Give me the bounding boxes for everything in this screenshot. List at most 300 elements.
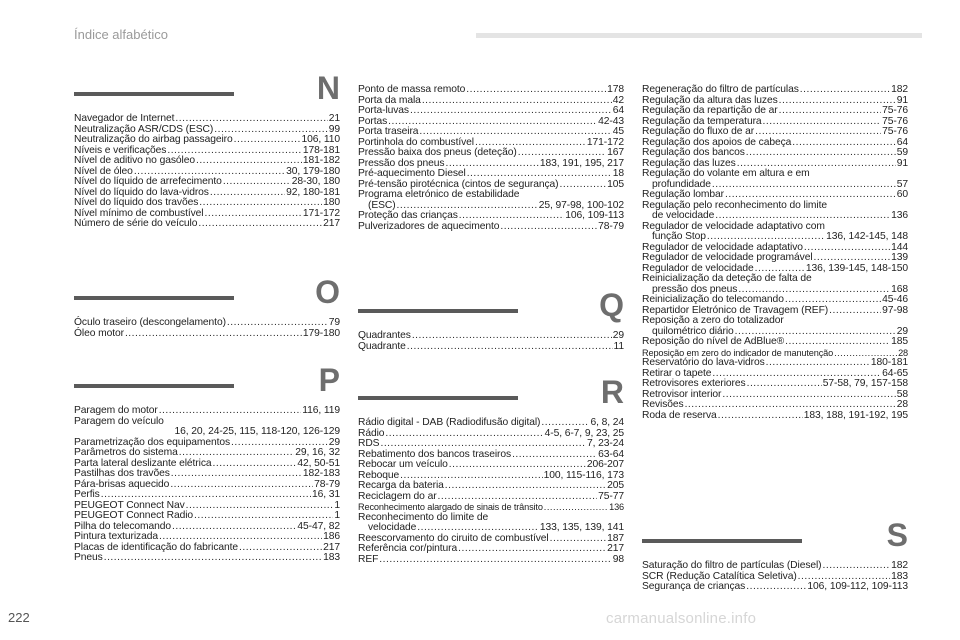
- entry-term: Retrovisor interior: [642, 388, 722, 400]
- index-entry: [74, 553, 340, 564]
- entry-pages: 183: [891, 570, 908, 582]
- leader-dots: [715, 211, 890, 222]
- entry-term: Pré-tensão pirotécnica (cintos de segurança): [358, 178, 559, 190]
- index-entry: [358, 85, 624, 96]
- index-entry: [74, 490, 340, 501]
- index-entry: [358, 106, 624, 117]
- index-entry: [358, 418, 624, 429]
- entry-term: função Stop: [652, 231, 706, 242]
- section-letter: S: [886, 517, 908, 553]
- leader-dots: [417, 523, 539, 534]
- leader-dots: [159, 406, 302, 417]
- entry-pages: 133, 135, 139, 141: [539, 522, 624, 533]
- entry-pages: 100, 115-116, 173: [543, 469, 624, 481]
- entry-pages: 182-183: [302, 468, 340, 479]
- leader-dots: [746, 582, 806, 593]
- index-entry: [74, 480, 340, 491]
- section-rule: [358, 309, 518, 313]
- leader-dots: [449, 460, 586, 471]
- entry-term: Óleo motor: [74, 327, 124, 339]
- entry-pages: 144: [891, 241, 908, 253]
- entry-term: Reescorvamento do ciruito de combustível: [358, 532, 549, 544]
- leader-dots: [213, 459, 297, 470]
- entry-pages: 106, 110: [301, 134, 340, 145]
- index-entry: [642, 253, 908, 264]
- entry-term: Portinhola do combustível: [358, 136, 474, 148]
- leader-dots: [227, 318, 328, 329]
- entry-term: Pneus: [74, 552, 103, 563]
- section-rule: [74, 92, 234, 96]
- index-entry: Reinicialização da deteção de falta de: [642, 273, 812, 284]
- entry-term: Níveis e verificações: [74, 144, 167, 156]
- entry-term: Repartidor Eletrónico de Travagem (REF): [642, 304, 829, 316]
- index-entry: Reposição a zero do totalizador: [642, 315, 784, 326]
- entry-term: Regulação da repartição de ar: [642, 105, 778, 116]
- entry-term: Neutralização do airbag passageiro: [74, 134, 233, 145]
- entry-list: [74, 406, 340, 564]
- index-entry: [74, 469, 340, 480]
- entry-term: Perfis: [74, 489, 100, 500]
- page-header-title: Índice alfabético: [74, 27, 168, 42]
- entry-pages: 98: [612, 553, 624, 565]
- entry-term: Regulação da temperatura: [642, 115, 762, 127]
- index-entry: [642, 211, 908, 222]
- leader-dots: [410, 106, 612, 117]
- entry-term: Reposição em zero do indicador de manutenção: [642, 347, 834, 358]
- entry-term: Reciclagem do ar: [358, 490, 437, 502]
- entry-pages: 75-77: [598, 490, 624, 502]
- index-entry: [74, 156, 340, 167]
- section-letter: O: [315, 274, 340, 310]
- entry-pages-continued: 16, 20, 24-25, 115, 118-120, 126-129: [174, 426, 340, 437]
- entry-pages: 79: [328, 317, 340, 328]
- entry-list: [642, 85, 908, 421]
- index-entry: Reconhecimento do limite de: [358, 511, 489, 523]
- entry-term: Proteção das crianças: [358, 210, 458, 221]
- section-letter: P: [318, 362, 340, 398]
- entry-term: Quadrante: [358, 340, 406, 352]
- index-entry: [642, 85, 908, 96]
- entry-term: Recarga da bateria: [358, 480, 444, 491]
- index-entry: [642, 190, 908, 201]
- index-entry: Programa eletrónico de estabilidade: [358, 189, 520, 200]
- leader-dots: [512, 450, 597, 461]
- index-entry: [642, 106, 908, 117]
- leader-dots: [194, 511, 333, 522]
- index-entry: [358, 555, 624, 566]
- index-entry: [74, 406, 340, 417]
- entry-term: Pastilhas dos travões: [74, 468, 170, 479]
- leader-dots: [755, 127, 881, 138]
- section-letter: R: [600, 374, 624, 410]
- entry-term: Regulação do fluxo de ar: [642, 126, 755, 137]
- entry-term: SCR (Redução Catalítica Seletiva): [642, 570, 797, 582]
- index-entry: [358, 544, 624, 555]
- header-bar: [476, 33, 922, 38]
- index-entry: [642, 295, 908, 306]
- entry-pages: 28: [898, 347, 908, 358]
- entry-term: (ESC): [368, 199, 396, 211]
- entry-pages: 28-30, 180: [291, 176, 340, 187]
- entry-term: Número de série do veículo: [74, 218, 198, 229]
- leader-dots: [785, 337, 890, 348]
- index-entry: [358, 481, 624, 492]
- entry-pages: 167: [607, 147, 624, 158]
- leader-dots: [746, 148, 896, 159]
- entry-term: Retrovisores exteriores: [642, 378, 746, 389]
- entry-pages: 58: [896, 388, 908, 400]
- leader-dots: [407, 342, 613, 353]
- index-entry: [642, 232, 908, 243]
- section-rule: [642, 539, 802, 543]
- index-entry: [74, 318, 340, 329]
- entry-pages: 29, 16, 32: [295, 447, 340, 458]
- section-rule: [358, 396, 518, 400]
- entry-pages: 116, 119: [302, 405, 340, 416]
- entry-term: pressão dos pneus: [652, 283, 738, 295]
- index-entry: [642, 582, 908, 593]
- entry-term: Retirar o tapete: [642, 367, 712, 379]
- leader-dots: [458, 544, 606, 555]
- entry-pages: 171-172: [586, 136, 624, 148]
- entry-term: Regulação dos apoios de cabeça: [642, 136, 792, 148]
- entry-pages: 187: [607, 532, 624, 544]
- index-entry: [358, 439, 624, 450]
- index-entry: [74, 135, 340, 146]
- entry-pages: 75-76: [882, 126, 908, 137]
- entry-term: quilométrico diário: [652, 325, 734, 337]
- leader-dots: [380, 439, 586, 450]
- index-entry: Regulação pelo reconhecimento do limite: [642, 199, 827, 211]
- entry-term: Pulverizadores de aquecimento: [358, 220, 500, 232]
- index-entry: [358, 523, 624, 534]
- entry-pages: 171-172: [302, 207, 340, 219]
- leader-dots: [186, 501, 334, 512]
- entry-pages: 180-181: [870, 357, 908, 368]
- entry-pages: 1: [334, 499, 340, 511]
- leader-dots: [385, 429, 543, 440]
- index-entry: [358, 148, 624, 159]
- leader-dots: [800, 85, 890, 96]
- entry-list: [358, 331, 624, 352]
- entry-term: Óculo traseiro (descongelamento): [74, 317, 226, 328]
- entry-pages: 97-98: [882, 304, 908, 316]
- section-header: [642, 517, 908, 561]
- leader-dots: [829, 306, 881, 317]
- entry-term: velocidade: [368, 522, 417, 533]
- section-p-continued: [358, 85, 624, 232]
- entry-pages: 217: [323, 541, 340, 553]
- entry-pages: 183, 188, 191-192, 195: [803, 409, 908, 421]
- entry-term: Saturação do filtro de partículas (Diesel): [642, 560, 822, 571]
- section-letter: N: [316, 70, 340, 106]
- entry-term: Regulação dos bancos: [642, 147, 745, 158]
- entry-pages: 206-207: [586, 459, 624, 470]
- index-entry: [642, 379, 908, 390]
- leader-dots: [379, 555, 611, 566]
- entry-pages: 205: [607, 480, 624, 491]
- entry-pages: 136, 139-145, 148-150: [805, 262, 908, 274]
- page-number: 222: [8, 610, 30, 625]
- leader-dots: [125, 329, 302, 340]
- leader-dots: [550, 534, 607, 545]
- index-entry: [358, 331, 624, 342]
- entry-term: Regulador de velocidade adaptativo: [642, 241, 803, 253]
- entry-term: Revisões: [642, 399, 684, 410]
- entry-term: Reservatório do lava-vidros: [642, 357, 765, 368]
- entry-pages: 99: [328, 123, 340, 135]
- section-header: [358, 287, 624, 331]
- entry-pages: 92, 180-181: [286, 186, 340, 198]
- entry-term: Nível do líquido de arrefecimento: [74, 176, 222, 187]
- entry-pages: 178-181: [302, 144, 340, 156]
- entry-pages: 57: [896, 178, 908, 190]
- entry-term: Pára-brisas aquecido: [74, 478, 170, 490]
- index-entry: [74, 448, 340, 459]
- entry-pages: 45-46: [882, 294, 908, 305]
- leader-dots: [685, 400, 896, 411]
- leader-dots: [175, 114, 327, 125]
- entry-term: Navegador de Internet: [74, 113, 175, 124]
- entry-term: RDS: [358, 438, 380, 449]
- entry-pages: 45: [612, 126, 624, 137]
- entry-term: Referência cor/pintura: [358, 543, 458, 554]
- index-entry: [358, 211, 624, 222]
- entry-term: Pré-aquecimento Diesel: [358, 168, 466, 179]
- entry-term: Nível mínimo de combustível: [74, 207, 204, 219]
- entry-term: Pressão dos pneus: [358, 157, 445, 169]
- leader-dots: [101, 490, 311, 501]
- entry-pages: 178: [607, 84, 624, 95]
- section-header: [74, 274, 340, 318]
- entry-list: [642, 561, 908, 593]
- entry-pages: 30, 179-180: [286, 165, 340, 177]
- index-entry: [642, 358, 908, 369]
- index-entry: [642, 400, 908, 411]
- leader-dots: [388, 117, 597, 128]
- section-rule: [74, 384, 234, 388]
- leader-dots: [438, 492, 598, 503]
- leader-dots: [718, 411, 803, 422]
- entry-pages: 28: [896, 399, 908, 410]
- index-entry: [642, 411, 908, 422]
- leader-dots: [171, 469, 302, 480]
- entry-pages: 136: [609, 502, 624, 512]
- entry-list: [74, 114, 340, 230]
- entry-term: Regulador de velocidade programável: [642, 252, 813, 263]
- section-header: [74, 362, 340, 406]
- entry-pages: 18: [612, 168, 624, 179]
- leader-dots: [104, 553, 322, 564]
- entry-term: Porta traseira: [358, 126, 419, 137]
- entry-pages: 181-182: [302, 155, 340, 166]
- entry-pages: 64-65: [882, 367, 908, 379]
- entry-pages: 16, 31: [311, 489, 340, 500]
- leader-dots: [419, 127, 611, 138]
- leader-dots: [412, 331, 612, 342]
- entry-term: Pilha do telecomando: [74, 520, 172, 532]
- entry-term: profundidade: [652, 178, 711, 190]
- leader-dots: [747, 379, 822, 390]
- entry-pages: 105: [607, 178, 624, 190]
- entry-pages: 106, 109-113: [565, 210, 624, 221]
- leader-dots: [205, 209, 302, 220]
- entry-term: Rádio digital - DAB (Radiodifusão digital): [358, 417, 541, 428]
- entry-term: Reconhecimento alargado de sinais de trânsito: [358, 502, 543, 512]
- entry-term: Rádio: [358, 427, 385, 439]
- index-entry: Paragem do veículo: [74, 415, 164, 427]
- leader-dots: [223, 177, 291, 188]
- entry-pages: 57-58, 79, 157-158: [822, 378, 908, 389]
- entry-term: PEUGEOT Connect Radio: [74, 510, 194, 521]
- leader-dots: [159, 532, 322, 543]
- index-entry: [358, 127, 624, 138]
- entry-pages: 64: [612, 105, 624, 116]
- entry-pages: 42: [612, 94, 624, 106]
- leader-dots: [467, 169, 612, 180]
- leader-dots: [712, 180, 896, 191]
- entry-pages: 75-76: [882, 115, 908, 127]
- leader-dots: [823, 561, 891, 572]
- entry-term: Nível do líquido do lava-vidros: [74, 186, 209, 198]
- section-n: [74, 70, 340, 230]
- entry-term: Regulador de velocidade: [642, 262, 754, 274]
- entry-term: Reinicialização do telecomando: [642, 294, 784, 305]
- entry-term: Pintura texturizada: [74, 531, 158, 542]
- index-entry: [74, 177, 340, 188]
- entry-term: Nível de óleo: [74, 165, 133, 177]
- entry-term: Reboque: [358, 469, 400, 481]
- leader-dots: [199, 198, 322, 209]
- leader-dots: [763, 117, 882, 128]
- entry-list: [358, 85, 624, 232]
- index-entry: Regulador de velocidade adaptativo com: [642, 220, 825, 232]
- leader-dots: [792, 138, 895, 149]
- entry-term: Portas: [358, 115, 388, 127]
- index-entry: [642, 148, 908, 159]
- watermark: carmanualsonline.info: [606, 610, 757, 627]
- section-r: [358, 374, 624, 565]
- section-letter: Q: [599, 287, 624, 323]
- index-entry: [74, 543, 340, 554]
- entry-pages: 42, 50-51: [297, 457, 340, 469]
- entry-pages: 168: [891, 283, 908, 295]
- leader-dots: [459, 211, 564, 222]
- index-entry: [358, 460, 624, 471]
- entry-pages: 29: [896, 325, 908, 337]
- entry-pages: 78-79: [314, 478, 340, 490]
- entry-term: Regulação das luzes: [642, 157, 736, 169]
- leader-dots: [814, 253, 891, 264]
- leader-dots: [445, 481, 606, 492]
- leader-dots: [785, 295, 881, 306]
- entry-pages: 1: [334, 510, 340, 521]
- leader-dots: [422, 96, 612, 107]
- entry-term: de velocidade: [652, 210, 715, 221]
- leader-dots: [198, 219, 322, 230]
- entry-pages: 136: [891, 210, 908, 221]
- leader-dots: [722, 390, 895, 401]
- entry-term: Ponto de massa remoto: [358, 84, 466, 95]
- entry-term: Roda de reserva: [642, 409, 717, 421]
- leader-dots: [779, 96, 896, 107]
- leader-dots: [196, 156, 302, 167]
- section-p: [74, 362, 340, 564]
- entry-pages: 106, 109-112, 109-113: [807, 581, 908, 592]
- entry-pages: 78-79: [598, 220, 624, 232]
- leader-dots: [234, 135, 301, 146]
- leader-dots: [172, 522, 296, 533]
- leader-dots: [500, 222, 597, 233]
- entry-term: Regulação lombar: [642, 189, 724, 200]
- entry-pages: 59: [896, 147, 908, 158]
- entry-pages: 60: [896, 189, 908, 200]
- entry-term: Porta-luvas: [358, 105, 409, 116]
- entry-term: Rebatimento dos bancos traseiros: [358, 448, 512, 460]
- index-entry: [358, 492, 624, 503]
- entry-term: Neutralização ASR/CDS (ESC): [74, 123, 214, 135]
- index-entry: Regulação do volante em altura e em: [642, 168, 810, 179]
- entry-pages: 11: [613, 340, 624, 352]
- entry-list: [358, 418, 624, 565]
- leader-dots: [518, 148, 606, 159]
- entry-pages: 217: [323, 218, 340, 229]
- section-o: [74, 274, 340, 339]
- entry-pages: 183, 191, 195, 217: [539, 157, 624, 169]
- entry-term: PEUGEOT Connect Nav: [74, 499, 185, 511]
- leader-dots: [766, 358, 870, 369]
- entry-term: Placas de identificação do fabricante: [74, 541, 239, 553]
- entry-pages: 91: [896, 94, 908, 106]
- section-rule: [74, 296, 234, 300]
- leader-dots: [239, 543, 322, 554]
- index-entry: [358, 342, 624, 353]
- entry-list: [74, 318, 340, 339]
- index-entry: [74, 198, 340, 209]
- index-entry: [642, 127, 908, 138]
- section-q: [358, 287, 624, 352]
- section-header: [74, 70, 340, 114]
- entry-term: Nível do líquido dos travões: [74, 197, 199, 208]
- entry-pages: 91: [896, 157, 908, 169]
- entry-pages: 6, 8, 24: [590, 417, 624, 428]
- entry-term: Parta lateral deslizante elétrica: [74, 457, 212, 469]
- entry-pages: 42-43: [598, 115, 624, 127]
- index-entry: [74, 532, 340, 543]
- entry-pages: 75-76: [882, 105, 908, 116]
- section-s: [642, 517, 908, 593]
- entry-pages: 25, 97-98, 100-102: [538, 199, 624, 211]
- index-entry: [74, 511, 340, 522]
- index-entry: [642, 337, 908, 348]
- entry-term: Regeneração do filtro de partículas: [642, 84, 799, 95]
- leader-dots: [804, 243, 890, 254]
- leader-dots: [725, 190, 896, 201]
- entry-term: Quadrantes: [358, 330, 411, 341]
- entry-pages: 4-5, 6-7, 9, 23, 25: [544, 427, 624, 439]
- section-r-continued: [642, 85, 908, 421]
- index-entry: [642, 561, 908, 572]
- entry-pages: 136, 142-145, 148: [826, 231, 908, 242]
- index-entry: [358, 222, 624, 233]
- entry-pages: 45-47, 82: [297, 520, 340, 532]
- section-header: [358, 374, 624, 418]
- index-entry: [358, 429, 624, 440]
- entry-term: REF: [358, 553, 379, 565]
- leader-dots: [466, 85, 606, 96]
- entry-term: Pressão baixa dos pneus (deteção): [358, 147, 517, 158]
- entry-term: Parâmetros do sistema: [74, 447, 178, 458]
